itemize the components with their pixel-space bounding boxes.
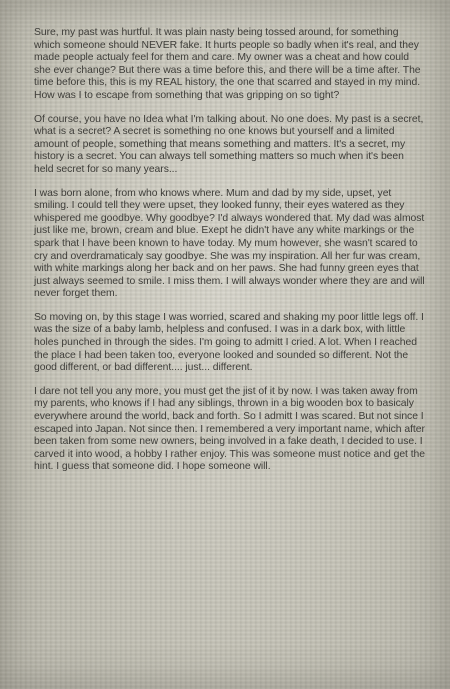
document-body	[34, 27, 426, 485]
paragraph-2: Of course, you have no Idea what I'm talking about. No one does. My past is a secret, what is a secret? A secret is something no one knows but yourself and a limited amount of people, something that means something and matters. It's a secret, my history is a secret. You can always tell something matters so much when it's been held secret for so many years...	[34, 113, 424, 175]
paragraph-1: Sure, my past was hurtful. It was plain nasty being tossed around, for something which someone should NEVER fake. It hurts people so badly when it's real, and they made people actualy feel for them and care. My owner was a cheat and how could she ever change? But there was a time before this, and there will be a time after. The time before this, this is my REAL history, the one that scarred and stayed in my mind. How was I to escape from something that was gripping on so tight?	[34, 27, 421, 101]
paragraph-5: I dare not tell you any more, you must get the jist of it by now. I was taken away from my parents, who knows if I had any siblings, thrown in a big wooden box to basicaly everywhere around the world, back and forth. So I admitt I was scared. But not since I escaped into Japan. Not since then. I remembered a very important name, which after been taken from some new owners, being involved in a fake death, I decided to use. I carved it into wood, a hobby I rather enjoy. This was someone must notice and get the hint. I guess that someone did. I hope someone will.	[34, 385, 426, 473]
paragraph-4: So moving on, by this stage I was worried, scared and shaking my poor little legs off. I was the size of a baby lamb, helpless and confused. I was in a dark box, with little holes punched in through the sides. I'm going to admitt I cried. A lot. When I reached the place I had been taken too, everyone looked and sounded so different. Not the good different, or bad different.... just... different.	[34, 311, 424, 374]
paragraph-3: I was born alone, from who knows where. Mum and dad by my side, upset, yet smiling. I could tell they were upset, they looked funny, their eyes watered as they whispered me goodbye. Why goodbye? I'd always wondered that. My dad was almost just like me, brown, cream and blue. Exept he didn't have any white markings or the spark that I have been known to have today. My mum however, she wasn't scared to cry and overdramaticaly say goodbye. She was my inspiration. All her fur was cream, with white markings along her back and on her paws. She had funny green eyes that just always seemed to smile. I miss them. I will always wonder where they are and will never forget them.	[34, 187, 425, 300]
